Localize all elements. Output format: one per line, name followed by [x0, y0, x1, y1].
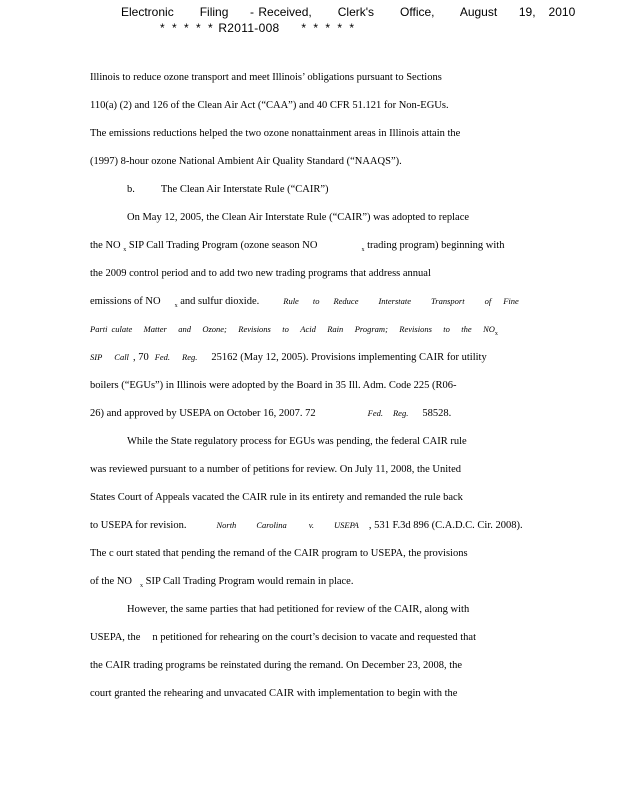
text-line: the CAIR trading programs be reinstated during the remand. On December 23, 2008, the — [90, 660, 463, 671]
citation-word: culate — [111, 324, 133, 334]
citation-word: Fine — [503, 296, 519, 306]
citation-word: Fed. — [367, 408, 383, 418]
text-line — [90, 632, 476, 643]
citation-word: Parti — [90, 324, 108, 334]
case-name-word: v. — [308, 520, 314, 530]
citation-word: Fed. — [154, 352, 171, 362]
citation-word: Transport — [431, 296, 465, 306]
citation-word: to — [282, 324, 289, 334]
citation-word: Revisions — [399, 324, 432, 334]
citation-word: Reg. — [182, 352, 198, 362]
text-line: While the State regulatory process for EGUs was pending, the federal CAIR rule — [127, 436, 467, 447]
text-span: and sulfur dioxide. — [180, 296, 260, 307]
text-line — [90, 576, 353, 587]
case-number: R2011-008 — [218, 21, 280, 35]
text-span: , 531 F.3d 896 (C.A.D.C. Cir. 2008). — [368, 520, 523, 531]
text-span: n petitioned for rehearing on the court’s decision to vacate and requested that — [152, 632, 477, 643]
text-line: States Court of Appeals vacated the CAIR rule in its entirety and remanded the rule back — [90, 492, 463, 503]
section-title: The Clean Air Interstate Rule (“CAIR”) — [160, 184, 329, 195]
text-line: 110(a) (2) and 126 of the Clean Air Act (“CAA”) and 40 CFR 51.121 for Non-EGUs. — [90, 100, 449, 111]
citation-word: to — [312, 296, 320, 306]
citation-word: Acid — [300, 324, 316, 334]
text-line: The c ourt stated that pending the remand of the CAIR program to USEPA, the provisions — [90, 548, 468, 559]
text-span: of the NO — [90, 576, 132, 587]
section-label: b. — [127, 184, 135, 195]
citation-line — [90, 324, 498, 335]
text-line: On May 12, 2005, the Clean Air Interstate Rule (“CAIR”) was adopted to replace — [127, 212, 470, 223]
section-heading — [127, 184, 329, 195]
citation-word: and — [178, 324, 191, 334]
stars-left: * * * * * — [160, 21, 215, 35]
citation-word: Program; — [354, 324, 388, 334]
citation-word: Rule — [283, 296, 299, 306]
citation-word: NO — [483, 324, 495, 334]
text-span: 58528. — [422, 408, 452, 419]
text-span: to USEPA for revision. — [90, 520, 187, 531]
citation-word: Revisions — [238, 324, 271, 334]
text-line: (1997) 8-hour ozone National Ambient Air Quality Standard (“NAAQS”). — [90, 156, 402, 167]
citation-word: Reduce — [333, 296, 359, 306]
case-name-word: North — [216, 520, 237, 530]
case-number-line — [160, 21, 356, 35]
text-span: the NO — [90, 240, 121, 251]
text-line — [90, 352, 487, 363]
text-line: was reviewed pursuant to a number of petitions for review. On July 11, 2008, the United — [90, 464, 462, 475]
text-span: SIP Call Trading Program (ozone season NO — [128, 240, 318, 251]
citation-word: Call — [114, 352, 129, 362]
citation-word: the — [461, 324, 472, 334]
citation-word: Rain — [327, 324, 344, 334]
subscript: x — [174, 303, 178, 309]
citation-word: Interstate — [378, 296, 412, 306]
text-span: SIP Call Trading Program would remain in place. — [145, 576, 354, 587]
subscript: x — [140, 583, 143, 589]
citation-word: to — [443, 324, 450, 334]
text-span: 25162 (May 12, 2005). Provisions implementing CAIR for utility — [211, 352, 487, 363]
stars-right: * * * * * — [301, 21, 357, 35]
citation-word: of — [484, 296, 492, 306]
text-span: , 70 — [132, 352, 149, 363]
text-span: USEPA, the — [90, 632, 141, 643]
text-span: trading program) beginning with — [367, 240, 505, 251]
text-line: The emissions reductions helped the two ozone nonattainment areas in Illinois attain the — [90, 128, 461, 139]
text-line — [90, 520, 523, 531]
subscript: x — [494, 331, 498, 337]
text-span: emissions of NO — [90, 296, 161, 307]
text-line: Illinois to reduce ozone transport and meet Illinois’ obligations pursuant to Sections — [90, 72, 442, 83]
text-span: 26) and approved by USEPA on October 16, 2007. 72 — [90, 408, 316, 419]
case-name-word: USEPA — [333, 520, 359, 530]
subscript: x — [123, 247, 127, 253]
text-line: However, the same parties that had petitioned for review of the CAIR, along with — [127, 604, 470, 615]
text-line — [90, 296, 519, 307]
case-name-word: Carolina — [256, 520, 287, 530]
subscript: x — [361, 247, 365, 253]
text-line: the 2009 control period and to add two new trading programs that address annual — [90, 268, 431, 279]
text-line: boilers (“EGUs”) in Illinois were adopted by the Board in 35 Ill. Adm. Code 225 (R06- — [90, 380, 457, 391]
text-line — [90, 240, 504, 251]
citation-word: Reg. — [392, 408, 409, 418]
citation-word: SIP — [90, 352, 103, 362]
text-line — [90, 408, 451, 419]
citation-word: Ozone; — [202, 324, 227, 334]
filing-stamp-line: Electronic Filing - Received, Clerk's Office, August 19, 2010 — [121, 5, 576, 19]
text-line: court granted the rehearing and unvacated CAIR with implementation to begin with the — [90, 688, 458, 699]
citation-word: Matter — [143, 324, 167, 334]
